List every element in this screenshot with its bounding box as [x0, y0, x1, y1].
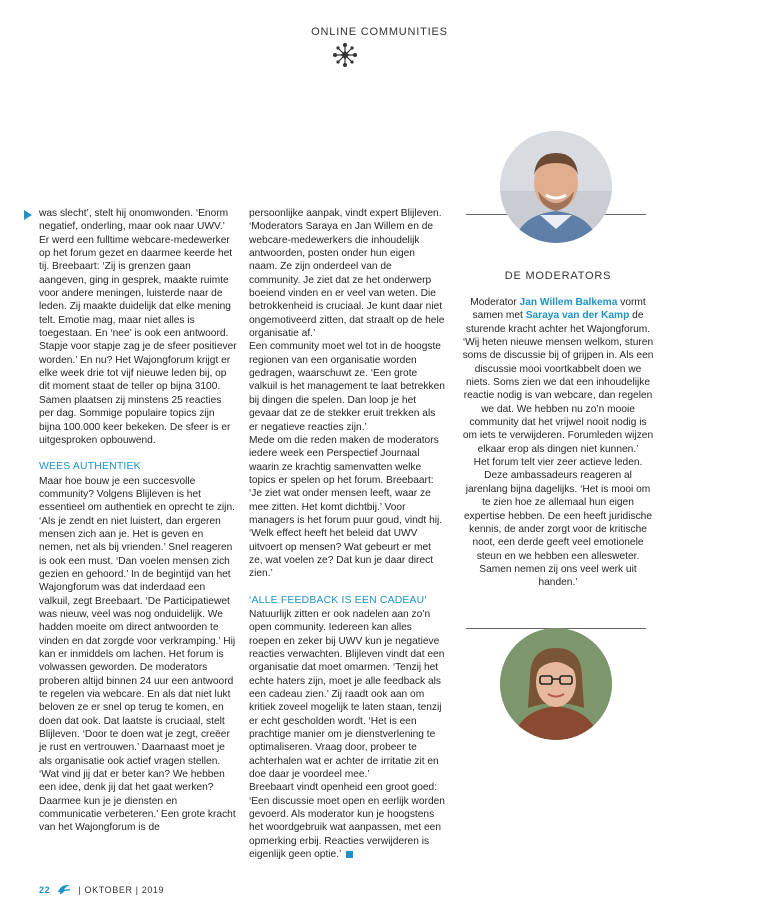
column-left: [39, 207, 237, 835]
snowflake-ornament-icon: [332, 42, 358, 68]
intro-text: Moderator: [470, 297, 520, 308]
body-paragraph: persoonlijke aanpak, vindt expert Blijleven. ‘Moderators Saraya en Jan Willem en de webcare-medewerkers die inhoudelijk antwoorden, posten onder hun eigen naam. Ze zijn onderdeel van de community. Je ziet dat ze het onderwerp boeiend vinden en er veel van weten. Die betrokkenheid is cruciaal. Je kunt daar niet ongemotiveerd zitten, dat straalt op de hele organisatie af.’: [249, 208, 445, 340]
footer-year: 2019: [141, 885, 165, 895]
column-middle: [249, 207, 445, 862]
continue-arrow-icon: [24, 210, 32, 220]
column-sidebar: [462, 296, 654, 590]
footer-month: OKTOBER: [84, 885, 133, 895]
body-paragraph: Natuurlijk zitten er ook nadelen aan zo’n open community. Iedereen kan alles roepen en zeker bij UWV kun je negatieve reacties verwachten. Blijleven vindt dat een organisatie dat moet omarmen. ‘Tenzij het echte haters zijn, moet je alle feedback als een cadeau zien.’ Zij raadt ook aan om kritiek zoveel mogelijk te laten staan, tenzij er echt gescholden wordt. ‘Het is een prachtige manier om je dienstverlening te optimaliseren. Vraag door, probeer te achterhalen wat er achter de irritatie zit en doe daar je voordeel mee.’: [249, 608, 445, 781]
intro-text: de sturende kracht achter het Wajongforum.: [465, 310, 651, 335]
end-mark-icon: [346, 851, 353, 858]
moderator-name-1: Jan Willem Balkema: [519, 297, 618, 308]
sidebar-paragraph: Het forum telt vier zeer actieve leden. Deze ambassadeurs reageren al jarenlang bijna dagelijks. ‘Het is mooi om te zien hoe ze allemaal hun eigen expertise hebben. De een heeft juridische kennis, de ander zorgt voor de kritische noot, een derde geeft veel emotionele steun en we hebben een allesweter. Samen nemen zij ons veel werk uit handen.’: [463, 457, 653, 589]
sidebar-heading-moderators: DE MODERATORS: [504, 270, 612, 282]
intro-text: vormt samen met: [472, 297, 646, 322]
body-paragraph: Maar hoe bouw je een succesvolle community? Volgens Blijleven is het essentieel om authentiek en oprecht te zijn. ‘Als je zendt en niet luistert, dan ergeren mensen zich aan je. Het is geven en nemen, net als bij vrienden.’ Snel reageren is ook een must. ‘Dan voelen mensen zich gezien en gehoord.’ In de begintijd van het Wajongforum was dat inderdaad een valkuil, zegt Breebaart. ‘De Participatiewet was nieuw, veel was nog onduidelijk. We hadden moeite om direct antwoorden te vinden en dat zorgde voor verkramping.’ Hij kan er inmiddels om lachen. Het forum is volwassen geworden. De moderators proberen altijd binnen 24 uur een antwoord te regelen via webcare. En als dat niet lukt beloven ze er snel op terug te komen, en doen dat ook. Dat laatste is cruciaal, stelt Blijleven. ‘Door te doen wat je zegt, creëer je rust en vertrouwen.’ Daarnaast moet je als organisatie ook actief vragen stellen. ‘Wat vind jij dat er beter kan? We hebben een idee, denk jij dat het gaat werken? Daarmee kun je je diensten en communicatie verbeteren.’ Een grote kracht van het Wajongforum is de: [39, 475, 236, 834]
body-paragraph: [249, 781, 445, 861]
body-paragraph: Een community moet wel tot in de hoogste regionen van een organisatie worden gedragen, waarschuwt ze. ‘Een grote valkuil is het management te laat betrekken bij dingen die spelen. Dan loop je het gevaar dat ze de stekker eruit trekken als er negatieve reacties zijn.’: [249, 341, 445, 433]
subheading-feedback: ‘ALLE FEEDBACK IS EEN CADEAU’: [249, 594, 427, 606]
moderator-photo-jan-willem: [500, 131, 612, 243]
footer-separator: |: [135, 885, 139, 895]
uwv-logo-icon: [57, 883, 71, 895]
body-paragraph: was slecht’, stelt hij onomwonden. ‘Enorm negatief, onderling, maar ook naar UWV.’ Er werd een fulltime webcare-medewerker op het forum gezet en daarmee keerde het tij. Breebaart: ‘Zij is grenzen gaan aangeven, ging in gesprek, maakte ruimte voor andere meningen, luisterde naar de leden. Zij maakte duidelijk dat elke mening telt. Emotie mag, maar niet alles is toegestaan. En ‘nee’ is ook een antwoord. Stapje voor stapje zag je de sfeer positiever worden.’ En nu? Het Wajongforum krijgt er elke week drie tot vijf nieuwe leden bij, op dit moment staat de teller op bijna 3100. Samen plaatsen zij minstens 25 reacties per dag. Sommige populaire topics zijn bijna 100.000 keer bekeken. De sfeer is er uitgesproken opbouwend.: [39, 208, 237, 446]
page-number: 22: [39, 885, 51, 895]
closing-sentence: Breebaart vindt openheid een groot goed: ‘Een discussie moet open en eerlijk worden gevoerd. Als moderator kun je hoogstens het woordgebruik wat aanpassen, met een opmerking erbij. Reacties verwijderen is eigenlijk geen optie.’: [249, 782, 445, 861]
footer-separator: |: [78, 885, 82, 895]
sidebar-intro: [462, 296, 654, 336]
moderator-name-2: Saraya van der Kamp: [525, 310, 630, 322]
page-footer: [39, 883, 164, 895]
body-paragraph: Mede om die reden maken de moderators iedere week een Perspectief Journaal waarin ze krachtig samenvatten welke topics er spelen op het forum. Breebaart: ‘Je ziet wat onder mensen leeft, waar ze mee zitten. Het komt dichtbij.’ Voor managers is het forum puur goud, vindt hij. ‘Welk effect heeft het beleid dat UWV uitvoert op mensen? Wat gebeurt er met ze, wat voelen ze? Dat kun je daar direct zien.’: [249, 434, 443, 580]
subheading-wees-authentiek: WEES AUTHENTIEK: [39, 461, 141, 473]
sidebar-quote: ‘Wij heten nieuwe mensen welkom, sturen soms de discussie bij of grijpen in. Als een discussie mooi voortkabbelt doen we niets. Soms zien we dat een inhoudelijke reactie nodig is van webcare, dan regelen we dat. We hebben nu zo’n mooie community dat het vrijwel nooit nodig is om iets te verwijderen. Forumleden wijzen elkaar erop als dingen niet kunnen.’: [462, 337, 654, 455]
section-title: ONLINE COMMUNITIES: [311, 26, 448, 38]
moderator-photo-saraya: [500, 628, 612, 740]
